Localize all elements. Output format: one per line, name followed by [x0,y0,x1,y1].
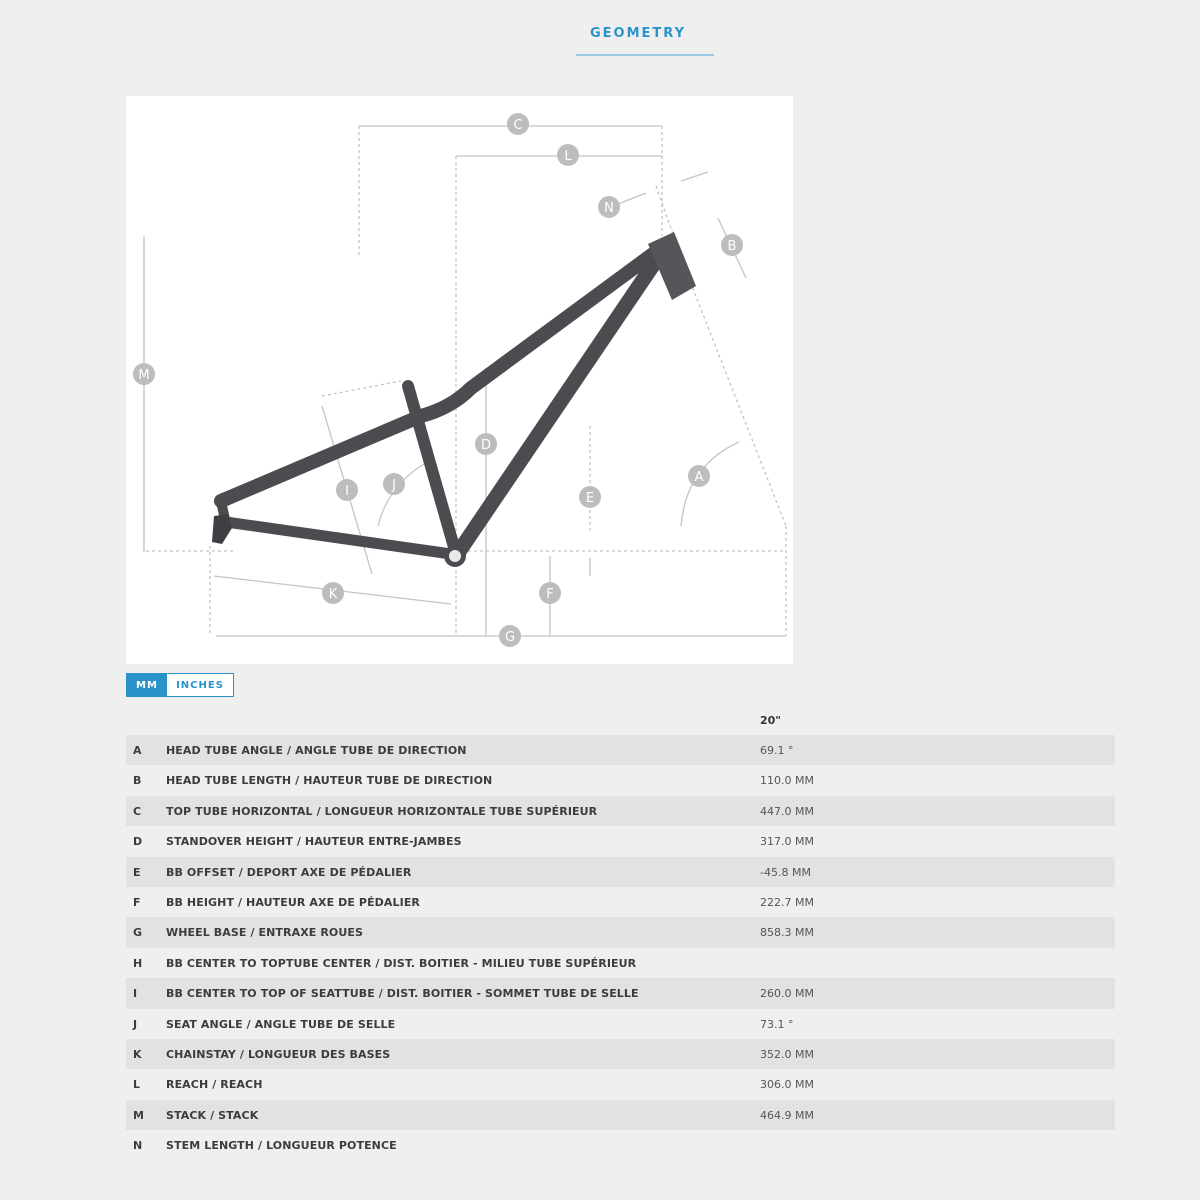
table-row [126,735,1115,765]
svg-text:J: J [392,478,396,493]
row-label: TOP TUBE HORIZONTAL / LONGUEUR HORIZONTALE TUBE SUPÉRIEUR [166,804,598,818]
bike-frame [212,232,696,567]
row-letter: L [133,1078,141,1092]
svg-text:F: F [546,587,554,602]
row-value: 69.1 ° [760,744,794,757]
row-value: 317.0 MM [760,835,814,849]
row-value: 306.0 MM [760,1078,814,1092]
row-label: STACK / STACK [166,1108,259,1122]
svg-text:B: B [727,239,737,254]
table-row [126,1039,1115,1069]
marker-i [336,479,358,501]
table-row [126,1100,1115,1130]
unit-mm-button[interactable]: MM [127,674,167,696]
row-label: STEM LENGTH / LONGUEUR POTENCE [166,1139,397,1153]
row-letter: M [133,1108,144,1122]
title-underline [576,54,714,56]
geometry-diagram [126,96,793,664]
row-letter: C [133,804,142,818]
table-row [126,917,1115,947]
marker-b [721,234,743,256]
unit-inches-button[interactable]: INCHES [167,674,233,696]
table-row [126,857,1115,887]
row-label: SEAT ANGLE / ANGLE TUBE DE SELLE [166,1017,396,1031]
svg-text:C: C [513,118,523,133]
frame-diagram-svg [126,96,793,664]
marker-f [539,582,561,604]
svg-text:L: L [564,149,572,164]
marker-l [557,144,579,166]
row-label: STANDOVER HEIGHT / HAUTEUR ENTRE-JAMBES [166,835,462,849]
row-label: CHAINSTAY / LONGUEUR DES BASES [166,1047,391,1061]
row-letter: N [133,1139,143,1153]
dimension-guides [146,126,786,636]
row-value: 858.3 MM [760,926,814,940]
table-row [126,978,1115,1008]
marker-a [688,465,710,487]
svg-text:I: I [345,484,349,499]
row-letter: I [133,987,138,1001]
row-letter: B [133,774,142,788]
svg-text:E: E [585,491,595,506]
table-row [126,1069,1115,1099]
svg-text:K: K [328,587,338,602]
svg-text:N: N [604,201,614,216]
row-label: HEAD TUBE LENGTH / HAUTEUR TUBE DE DIRECTION [166,774,493,788]
row-label: BB OFFSET / DEPORT AXE DE PÉDALIER [166,865,412,879]
marker-d [475,433,497,455]
marker-k [322,582,344,604]
row-label: WHEEL BASE / ENTRAXE ROUES [166,926,364,940]
row-letter: D [133,835,143,849]
geometry-table [126,705,1115,1160]
table-row [126,1130,1115,1160]
svg-text:M: M [138,368,150,383]
row-letter: F [133,895,141,909]
row-letter: A [133,744,142,757]
row-letter: G [133,926,143,940]
row-value: 352.0 MM [760,1047,814,1061]
svg-text:A: A [694,470,704,485]
row-label: BB CENTER TO TOP OF SEATTUBE / DIST. BOITIER - SOMMET TUBE DE SELLE [166,987,639,1001]
row-letter: E [133,865,141,879]
row-value: -45.8 MM [760,865,811,879]
row-value: 222.7 MM [760,895,814,909]
row-letter: H [133,956,143,970]
row-value: 260.0 MM [760,987,814,1001]
unit-toggle [126,673,234,697]
row-value: 110.0 MM [760,774,814,788]
table-row [126,1009,1115,1039]
marker-n [598,196,620,218]
table-row [126,796,1115,826]
section-title: GEOMETRY [590,26,686,41]
row-letter: K [133,1047,142,1061]
svg-text:G: G [504,630,516,645]
row-value: 464.9 MM [760,1108,814,1122]
size-header-row [126,705,1115,735]
size-column-header: 20" [760,714,782,727]
svg-text:D: D [480,438,492,453]
marker-j [383,473,405,495]
marker-m [133,363,155,385]
table-row [126,765,1115,795]
marker-e [579,486,601,508]
row-label: BB CENTER TO TOPTUBE CENTER / DIST. BOITIER - MILIEU TUBE SUPÉRIEUR [166,956,637,970]
dimension-markers [133,113,743,647]
row-label: BB HEIGHT / HAUTEUR AXE DE PÉDALIER [166,895,421,909]
row-value: 73.1 ° [760,1017,794,1031]
table-row [126,887,1115,917]
row-value: 447.0 MM [760,804,814,818]
marker-c [507,113,529,135]
table-row [126,826,1115,856]
row-label: REACH / REACH [166,1078,263,1092]
table-row [126,948,1115,978]
row-letter: J [133,1017,138,1031]
row-label: HEAD TUBE ANGLE / ANGLE TUBE DE DIRECTION [166,744,467,757]
marker-g [499,625,521,647]
